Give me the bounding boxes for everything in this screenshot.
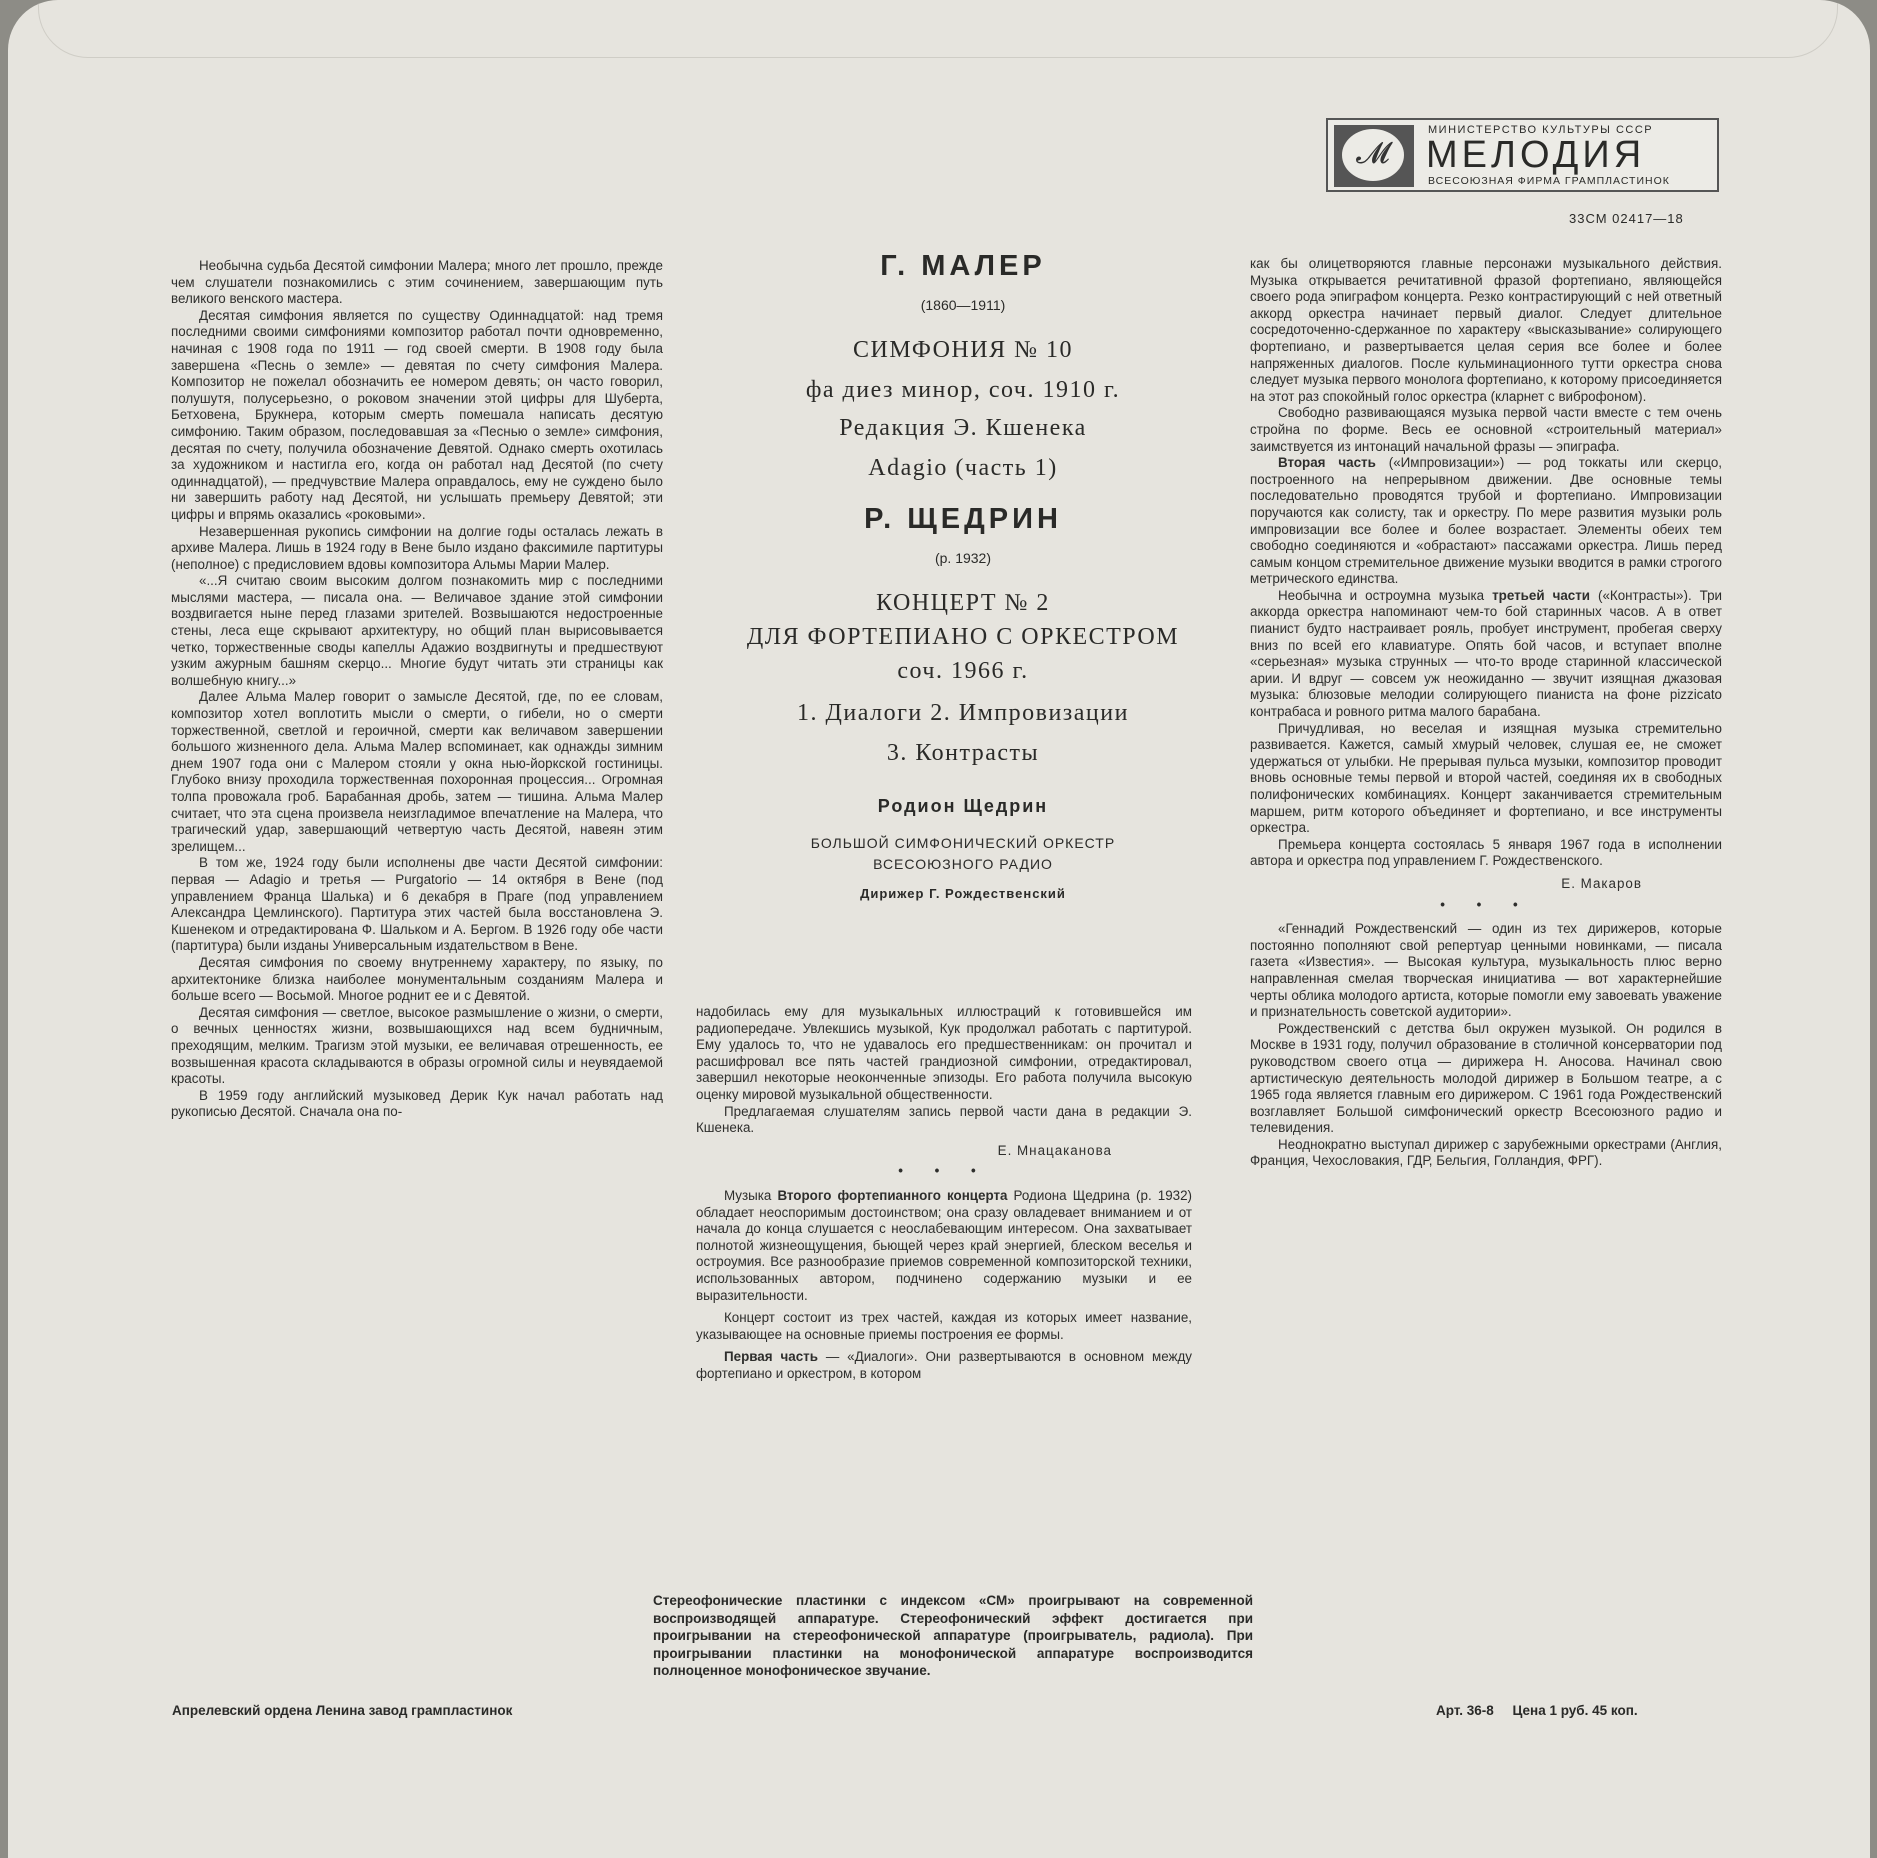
paragraph: Рождественский с детства был окружен музыкой. Он родился в Москве в 1931 году, получил образование в столичной консерватории под руководством своего отца — дирижера Н. Аносова. Начинал свою артистическую деятельность молодой дирижер в Большом театре, а с 1965 года является главным его дирижером. С 1961 года Рождественский возглавляет Большой симфонический оркестр Всесоюзного радио и телевидения. <box>1250 1020 1722 1136</box>
paragraph: Десятая симфония по своему внутреннему характеру, по языку, по архитектонике близка наиболее монументальным созданиям Малера и больше всего — Восьмой. Многое роднит ее и с Девятой. <box>171 954 663 1004</box>
title-block <box>693 250 1233 904</box>
separator-dots: • • • <box>1440 896 1532 912</box>
paragraph: Незавершенная рукопись симфонии на долгие годы осталась лежать в архиве Малера. Лишь в 1924 году в Вене было издано факсимиле партитуры (неполное) с предисловием вдовы композитора Альмы Марии Малер. <box>171 523 663 572</box>
paragraph <box>1250 588 1722 721</box>
concerto-opus: соч. 1966 г. <box>897 658 1029 684</box>
record-sleeve-back <box>8 0 1870 1858</box>
melodiya-emblem-icon: 𝓜 <box>1334 125 1414 187</box>
concerto-parts-1: 1. Диалоги 2. Импровизации <box>797 700 1129 726</box>
logo-firm: ВСЕСОЮЗНАЯ ФИРМА ГРАМПЛАСТИНОК <box>1428 175 1670 187</box>
paragraph: В том же, 1924 году были исполнены две части Десятой симфонии: первая — Adagio и третья — Purgatorio — 14 октября в Вене (под управлением Франца Шалька) и 6 декабря в Праге (под управлением Александра Цемлинского). Партитура этих частей была восстановлена Э. Кшенеком и отредактирована Ф. Шальком и А. Бергом. В 1926 году обе части (партитура) были изданы Универсальным издательством в Вене. <box>171 855 663 954</box>
concerto-parts-2: 3. Контрасты <box>886 740 1040 766</box>
signature-makarov: Е. Макаров <box>1561 875 1642 891</box>
signature-mnatsakanova: Е. Мнацаканова <box>997 1142 1112 1158</box>
conductor: Дирижер Г. Рождественский <box>860 886 1066 901</box>
text: — «Диалоги». Они развертываются в основном между фортепиано и оркестром, в котором <box>696 1349 1192 1381</box>
text-bold: Второго фортепианного концерта <box>777 1187 1008 1203</box>
concerto-title: КОНЦЕРТ № 2 <box>876 590 1050 616</box>
left-column <box>171 258 663 1121</box>
text-bold: третьей части <box>1492 587 1591 603</box>
paragraph: Десятая симфония — светлое, высокое размышление о жизни, о смерти, о вечных ценностях жизни, возвышающихся над всем будничным, преходящим, мелким. Трагизм этой музыки, ее величавая отрешенность, ее возвышенная красота складываются в образы огромной силы и неувядаемой красоты. <box>171 1004 663 1087</box>
separator-dots: • • • <box>898 1163 990 1179</box>
stereo-note: Стереофонические пластинки с индексом «СМ» проигрывают на современной воспроизводящей аппаратуре. Стереофонический эффект достигается при проигрывании на стереофонической аппаратуре (проигрыватель, радиола). При проигрывании пластинки на монофонической аппаратуре воспроизводится полноценное монофоническое звучание. <box>653 1593 1253 1678</box>
shchedrin-years: (р. 1932) <box>934 550 992 566</box>
logo-title: МЕЛОДИЯ <box>1426 134 1646 176</box>
paragraph: «Геннадий Рождественский — один из тех дирижеров, которые постоянно пополняют свой репертуар ценными новинками, — писала газета «Известия». — Высокая культура, музыкальность плюс верно направленная смелая творческая инициатива — вот характернейшие черты облика молодого артиста, которые помогли ему завоевать уважение и признательность советской аудитории». <box>1250 921 1722 1020</box>
composer-shchedrin: Р. ЩЕДРИН <box>864 503 1062 535</box>
paragraph: Необычна судьба Десятой симфонии Малера; много лет прошло, прежде чем слушатели познакомились с этим сочинением, завершающим путь великого венского мастера. <box>171 258 663 307</box>
right-column <box>1250 256 1722 1170</box>
text-bold: Первая часть <box>724 1349 818 1365</box>
paragraph: Свободно развивающаяся музыка первой части вместе с тем очень стройна по форме. Весь ее основной «строительный материал» заимствуется из интонаций начальной фразы — эпиграфа. <box>1250 405 1722 454</box>
paragraph: «...Я считаю своим высоким долгом познакомить мир с последними мыслями мастера, — писала она. — Величавое здание этой симфонии воздвигается ныне перед глазами зрителей. Возвышаются недостроенные стены, леса еще скрывают архитектуру, но общий план вырисовывается четко, торжественные своды капеллы Адажио воздвигнуты и предшествуют узким ажурным башням скерцо... Многие будут читать эти страницы как волшебную книгу...» <box>171 573 663 688</box>
paragraph: Десятая симфония является по существу Одиннадцатой: над тремя последними своими симфониями композитор работал почти одновременно, начиная с 1908 года по 1911 — год своей смерти. В 1908 году была завершена «Песнь о земле» — девятая по счету симфония Малера. Композитор не пожелал обозначить ее номером девять; он часто говорил, полушутя, полусерьезно, о роковом значении этой цифры для Шуберта, Бетховена, Брукнера, которым смерть помешала написать десятую симфонию. Таким образом, последовавшая за «Песнью о земле» симфония, десятая по счету, получила обозначение Девятой. Однако смерть охотилась за художником и настигла его, когда он работал над Десятой (по счету одиннадцатой), — предчувствие Малера оправдалось, ему не суждено было ни завершить работу над Десятой, ни услышать премьеру Девятой; эти цифры и впрямь оказались «роковыми». <box>171 307 663 522</box>
paragraph: надобилась ему для музыкальных иллюстраций к готовившейся им радиопередаче. Увлекшись музыкой, Кук продолжал работать с партитурой. Ему удалось то, что не удавалось его предшественникам: он прочитал и расшифровал все пять частей грандиозной симфонии, отредактировал, завершил некоторые неоконченные эпизоды. Его работа получила высокую оценку мировой музыкальной общественности. <box>696 1004 1192 1102</box>
paragraph: Премьера концерта состоялась 5 января 1967 года в исполнении автора и оркестра под управлением Г. Рождественского. <box>1250 836 1722 869</box>
text: Родиона Щедрина (р. 1932) обладает неоспоримым достоинством; она сразу овладевает вниманием и от начала до конца слушается с неослабевающим интересом. Она захватывает полнотой жизнеощущения, бьющей через край энергией, блеском веселья и остроумия. Все разнообразие приемов современной композиторской техники, использованных автором, подчинено содержанию музыки и ее выразительности. <box>696 1187 1192 1303</box>
composer-mahler: Г. МАЛЕР <box>880 250 1046 282</box>
symphony-edition: Редакция Э. Кшенека <box>839 415 1087 441</box>
text: Необычна и остроумна музыка <box>1278 587 1493 603</box>
paragraph: Причудливая, но веселая и изящная музыка стремительно развивается. Кажется, самый хмурый человек, слушая ее, не сможет удержаться от улыбки. Не прерывая пульса музыки, композитор проводит вновь основные темы первой и второй частей, соединяя их в свободных полифонических комбинациях. Концерт заканчивается стремительным маршем, ритм которого объединяет и фортепиано, и все инструменты оркестра. <box>1250 720 1722 836</box>
orchestra-line-1: БОЛЬШОЙ СИМФОНИЧЕСКИЙ ОРКЕСТР <box>810 835 1116 851</box>
middle-column <box>696 1004 1192 1382</box>
text: («Контрасты»). Три аккорда оркестра напоминают чем-то бой старинных часов. А в ответ пианист будто настраивает рояль, пробует инструмент, пробегая сверху вниз по всей его клавиатуре. Опять бой часов, и вступает вполне «серьезная» музыка струнных — что-то вроде старинной классической арии. И вдруг — совсем уж неожиданно — звучит изящная джазовая музыка: блюзовые мелодии солирующего пианиста на фоне pizzicato контрабаса и ровного ритма малого барабана. <box>1250 587 1723 720</box>
text: («Импровизации») — род токкаты или скерцо, построенного на непрерывном движении. Две основные темы последовательно проводятся трубой и фортепиано. Импровизации поручаются как солисту, так и оркестру. По мере развития музыки роль импровизации все более и более возрастает. Элементы обеих тем свободно соединяются и «обрастают» пассажами оркестра. Лишь перед самым концом стремительное движение музыки вводится в рамки строгого метрического единства. <box>1250 455 1722 587</box>
paragraph: В 1959 году английский музыковед Дерик Кук начал работать над рукописью Десятой. Сначала она по- <box>171 1087 663 1120</box>
paragraph <box>696 1349 1192 1382</box>
symphony-key: фа диез минор, соч. 1910 г. <box>805 377 1121 403</box>
paragraph <box>696 1188 1192 1304</box>
catalog-number: 33СМ 02417—18 <box>1569 211 1684 226</box>
symphony-part: Adagio (часть 1) <box>868 455 1058 481</box>
mahler-years: (1860—1911) <box>920 297 1006 313</box>
paragraph: Концерт состоит из трех частей, каждая из которых имеет название, указывающее на основные приемы построения ее формы. <box>696 1310 1192 1342</box>
paragraph: Неоднократно выступал дирижер с зарубежными оркестрами (Англия, Франция, Чехословакия, ГДР, Бельгия, Голландия, ФРГ). <box>1250 1136 1722 1169</box>
melodiya-logo <box>1326 118 1719 192</box>
concerto-subtitle: ДЛЯ ФОРТЕПИАНО С ОРКЕСТРОМ <box>746 624 1180 650</box>
orchestra-line-2: ВСЕСОЮЗНОГО РАДИО <box>873 856 1053 872</box>
paragraph: Далее Альма Малер говорит о замысле Десятой, где, по ее словам, композитор хотел воплотить мысли о смерти, о гибели, но о смерти торжественной, светлой и героичной, смерти как величавом завершении большого жизненного дела. Альма Малер вспоминает, как однажды зимним днем 1907 года они с Малером стояли у окна нью-йоркской гостиницы. Глубоко внизу проходила торжественная похоронная процессия... Огромная толпа провожала гроб. Барабанная дробь, затем — тишина. Альма Малер считает, что эта сцена произвела неизгладимое впечатление на Малера, что трагический удар, завершающий четвертую часть Десятой, навеян этим зрелищем... <box>171 689 663 854</box>
paragraph: как бы олицетворяются главные персонажи музыкального действия. Музыка открывается речитативной фразой фортепиано, являющейся своего рода эпиграфом концерта. Резко контрастирующий с ней ответный аккорд оркестра начинает первый диалог. Следует длительное сосредоточенно-сдержанное по характеру «высказывание» солирующего фортепиано, и развертывается целая серия все более и более напряженных диалогов. После кульминационного тутти оркестра снова следует музыка первого монолога фортепиано, к которому присоединяется на этот раз спокойный голос оркестра (кларнет с виброфоном). <box>1250 256 1722 404</box>
symphony-title: СИМФОНИЯ № 10 <box>852 337 1074 363</box>
price-article: Арт. 36-8 Цена 1 руб. 45 коп. <box>1436 1703 1638 1718</box>
paragraph: Предлагаемая слушателям запись первой части дана в редакции Э. Кшенека. <box>696 1103 1192 1136</box>
sleeve-flap <box>38 0 1838 58</box>
text: Музыка <box>724 1187 778 1203</box>
logo-ministry: МИНИСТЕРСТВО КУЛЬТУРЫ СССР <box>1428 124 1654 136</box>
soloist: Родион Щедрин <box>877 796 1049 816</box>
text-bold: Вторая часть <box>1278 455 1376 471</box>
paragraph <box>1250 455 1722 588</box>
plant-name: Апрелевский ордена Ленина завод грампластинок <box>172 1703 513 1718</box>
